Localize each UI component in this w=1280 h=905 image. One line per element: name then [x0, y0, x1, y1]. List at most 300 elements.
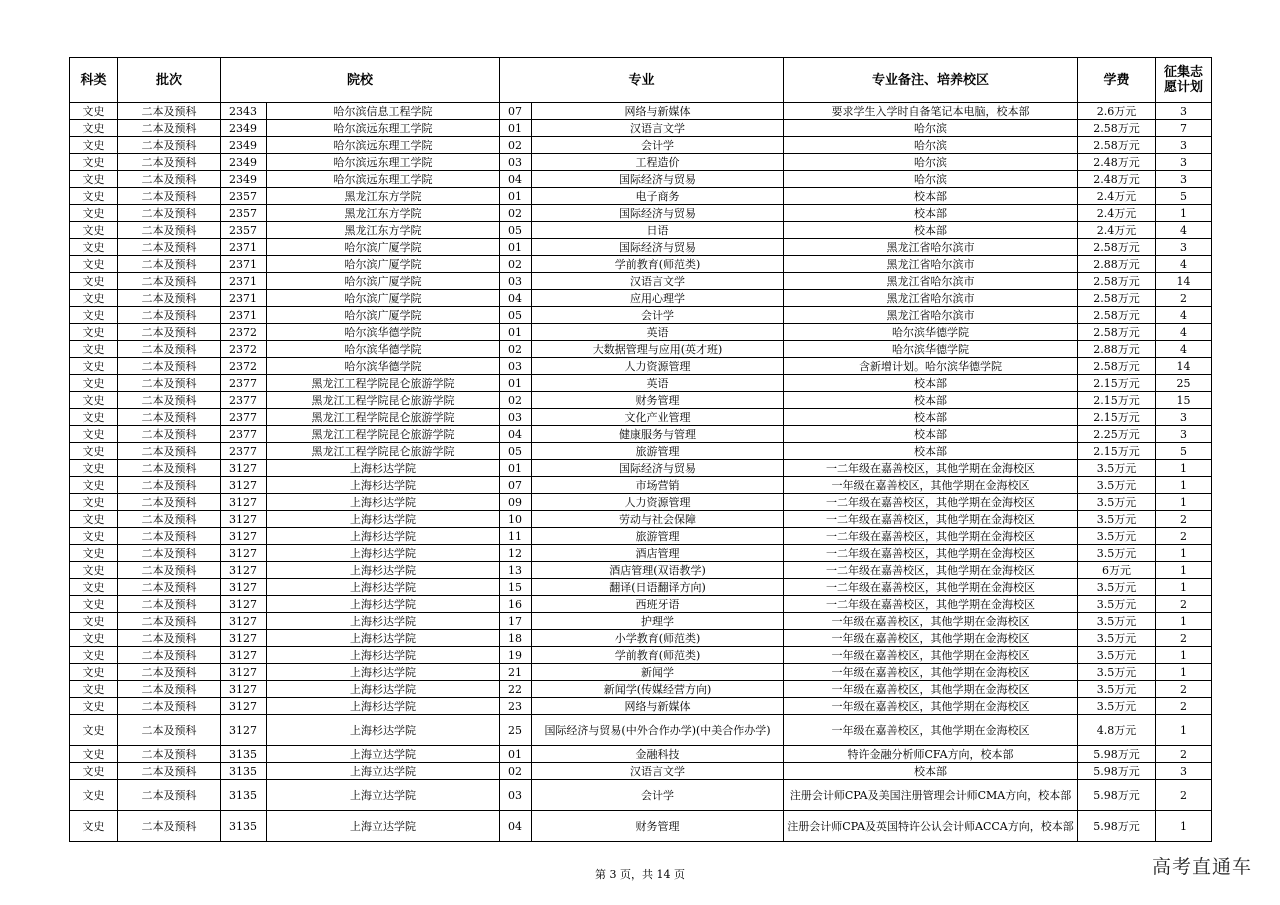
cell-subject-category: 文史 [70, 664, 118, 681]
cell-notes-campus: 校本部 [784, 188, 1078, 205]
cell-subject-category: 文史 [70, 239, 118, 256]
cell-subject-category: 文史 [70, 324, 118, 341]
table-row [70, 630, 1212, 647]
cell-major-name: 西班牙语 [532, 596, 784, 613]
cell-subject-category: 文史 [70, 460, 118, 477]
cell-batch: 二本及预科 [118, 780, 221, 811]
cell-batch: 二本及预科 [118, 256, 221, 273]
cell-major-name: 人力资源管理 [532, 494, 784, 511]
cell-major-code: 23 [500, 698, 532, 715]
cell-tuition: 3.5万元 [1078, 494, 1156, 511]
cell-major-code: 12 [500, 545, 532, 562]
cell-school-code: 3127 [221, 528, 267, 545]
cell-plan-count: 1 [1156, 664, 1212, 681]
cell-tuition: 5.98万元 [1078, 763, 1156, 780]
cell-major-code: 01 [500, 324, 532, 341]
table-row [70, 545, 1212, 562]
cell-subject-category: 文史 [70, 746, 118, 763]
cell-notes-campus: 注册会计师CPA及美国注册管理会计师CMA方向，校本部 [784, 780, 1078, 811]
cell-school-name: 上海杉达学院 [267, 613, 500, 630]
cell-school-name: 哈尔滨广厦学院 [267, 239, 500, 256]
cell-notes-campus: 校本部 [784, 426, 1078, 443]
cell-tuition: 2.58万元 [1078, 324, 1156, 341]
table-row [70, 188, 1212, 205]
cell-tuition: 3.5万元 [1078, 545, 1156, 562]
cell-school-name: 上海杉达学院 [267, 715, 500, 746]
cell-school-name: 上海立达学院 [267, 746, 500, 763]
cell-notes-campus: 哈尔滨 [784, 154, 1078, 171]
table-row [70, 746, 1212, 763]
cell-notes-campus: 一二年级在嘉善校区，其他学期在金海校区 [784, 562, 1078, 579]
cell-major-code: 01 [500, 239, 532, 256]
cell-school-code: 3135 [221, 811, 267, 842]
cell-tuition: 2.6万元 [1078, 103, 1156, 120]
cell-subject-category: 文史 [70, 341, 118, 358]
cell-subject-category: 文史 [70, 222, 118, 239]
cell-major-name: 网络与新媒体 [532, 103, 784, 120]
cell-major-code: 04 [500, 171, 532, 188]
cell-plan-count: 2 [1156, 630, 1212, 647]
cell-plan-count: 14 [1156, 358, 1212, 375]
cell-plan-count: 1 [1156, 562, 1212, 579]
cell-school-code: 3127 [221, 664, 267, 681]
cell-plan-count: 5 [1156, 443, 1212, 460]
cell-plan-count: 1 [1156, 494, 1212, 511]
cell-school-code: 3127 [221, 715, 267, 746]
cell-school-name: 黑龙江工程学院昆仑旅游学院 [267, 426, 500, 443]
cell-batch: 二本及预科 [118, 630, 221, 647]
table-row [70, 460, 1212, 477]
cell-major-code: 02 [500, 256, 532, 273]
cell-batch: 二本及预科 [118, 596, 221, 613]
cell-tuition: 3.5万元 [1078, 528, 1156, 545]
cell-major-name: 财务管理 [532, 811, 784, 842]
cell-batch: 二本及预科 [118, 290, 221, 307]
cell-major-name: 电子商务 [532, 188, 784, 205]
cell-major-code: 05 [500, 307, 532, 324]
cell-batch: 二本及预科 [118, 137, 221, 154]
cell-batch: 二本及预科 [118, 103, 221, 120]
cell-batch: 二本及预科 [118, 746, 221, 763]
cell-tuition: 2.25万元 [1078, 426, 1156, 443]
table-row [70, 341, 1212, 358]
table-row [70, 256, 1212, 273]
cell-school-name: 上海杉达学院 [267, 477, 500, 494]
cell-plan-count: 2 [1156, 511, 1212, 528]
cell-tuition: 3.5万元 [1078, 647, 1156, 664]
table-row [70, 698, 1212, 715]
cell-batch: 二本及预科 [118, 562, 221, 579]
cell-subject-category: 文史 [70, 698, 118, 715]
cell-subject-category: 文史 [70, 188, 118, 205]
cell-major-code: 05 [500, 443, 532, 460]
cell-batch: 二本及预科 [118, 273, 221, 290]
cell-notes-campus: 哈尔滨华德学院 [784, 324, 1078, 341]
cell-tuition: 5.98万元 [1078, 746, 1156, 763]
cell-subject-category: 文史 [70, 154, 118, 171]
cell-notes-campus: 校本部 [784, 205, 1078, 222]
cell-subject-category: 文史 [70, 579, 118, 596]
cell-notes-campus: 校本部 [784, 763, 1078, 780]
table-row [70, 664, 1212, 681]
cell-plan-count: 3 [1156, 763, 1212, 780]
cell-school-name: 哈尔滨信息工程学院 [267, 103, 500, 120]
cell-notes-campus: 一二年级在嘉善校区，其他学期在金海校区 [784, 494, 1078, 511]
cell-major-name: 劳动与社会保障 [532, 511, 784, 528]
cell-school-name: 上海杉达学院 [267, 511, 500, 528]
cell-school-code: 2371 [221, 239, 267, 256]
cell-tuition: 2.58万元 [1078, 137, 1156, 154]
cell-batch: 二本及预科 [118, 307, 221, 324]
cell-school-name: 哈尔滨华德学院 [267, 358, 500, 375]
cell-batch: 二本及预科 [118, 511, 221, 528]
cell-notes-campus: 一二年级在嘉善校区，其他学期在金海校区 [784, 511, 1078, 528]
cell-plan-count: 25 [1156, 375, 1212, 392]
cell-major-name: 国际经济与贸易 [532, 171, 784, 188]
cell-school-code: 2349 [221, 120, 267, 137]
cell-tuition: 2.88万元 [1078, 256, 1156, 273]
cell-school-name: 哈尔滨远东理工学院 [267, 154, 500, 171]
cell-school-name: 上海杉达学院 [267, 596, 500, 613]
cell-plan-count: 2 [1156, 698, 1212, 715]
cell-notes-campus: 一年级在嘉善校区，其他学期在金海校区 [784, 698, 1078, 715]
cell-plan-count: 2 [1156, 681, 1212, 698]
cell-tuition: 2.4万元 [1078, 222, 1156, 239]
cell-notes-campus: 一二年级在嘉善校区，其他学期在金海校区 [784, 579, 1078, 596]
cell-batch: 二本及预科 [118, 613, 221, 630]
cell-major-code: 22 [500, 681, 532, 698]
cell-notes-campus: 一二年级在嘉善校区，其他学期在金海校区 [784, 528, 1078, 545]
cell-notes-campus: 一年级在嘉善校区，其他学期在金海校区 [784, 647, 1078, 664]
watermark: 高考直通车 [1151, 856, 1252, 878]
page-number: 第 3 页，共 14 页 [595, 868, 685, 881]
cell-school-name: 上海立达学院 [267, 763, 500, 780]
cell-school-name: 上海立达学院 [267, 780, 500, 811]
cell-school-code: 2371 [221, 290, 267, 307]
cell-subject-category: 文史 [70, 511, 118, 528]
cell-school-code: 3135 [221, 763, 267, 780]
cell-plan-count: 3 [1156, 426, 1212, 443]
cell-plan-count: 1 [1156, 545, 1212, 562]
cell-school-name: 上海杉达学院 [267, 630, 500, 647]
table-row [70, 562, 1212, 579]
cell-tuition: 3.5万元 [1078, 698, 1156, 715]
header-school: 院校 [221, 58, 500, 103]
cell-batch: 二本及预科 [118, 811, 221, 842]
table-row [70, 103, 1212, 120]
cell-subject-category: 文史 [70, 171, 118, 188]
cell-plan-count: 4 [1156, 307, 1212, 324]
cell-subject-category: 文史 [70, 256, 118, 273]
cell-major-name: 金融科技 [532, 746, 784, 763]
cell-school-code: 2371 [221, 307, 267, 324]
cell-school-name: 黑龙江东方学院 [267, 205, 500, 222]
cell-batch: 二本及预科 [118, 154, 221, 171]
cell-major-name: 英语 [532, 324, 784, 341]
cell-notes-campus: 哈尔滨 [784, 171, 1078, 188]
cell-major-code: 17 [500, 613, 532, 630]
cell-notes-campus: 注册会计师CPA及英国特许公认会计师ACCA方向，校本部 [784, 811, 1078, 842]
cell-tuition: 3.5万元 [1078, 596, 1156, 613]
cell-tuition: 3.5万元 [1078, 460, 1156, 477]
cell-school-name: 哈尔滨广厦学院 [267, 273, 500, 290]
cell-batch: 二本及预科 [118, 188, 221, 205]
cell-major-code: 04 [500, 426, 532, 443]
cell-major-name: 旅游管理 [532, 443, 784, 460]
header-plan: 征集志愿计划 [1156, 58, 1212, 103]
cell-major-code: 18 [500, 630, 532, 647]
cell-tuition: 2.48万元 [1078, 171, 1156, 188]
cell-major-name: 国际经济与贸易(中外合作办学)(中美合作办学) [532, 715, 784, 746]
cell-school-code: 2377 [221, 426, 267, 443]
cell-plan-count: 3 [1156, 409, 1212, 426]
cell-plan-count: 3 [1156, 239, 1212, 256]
cell-major-name: 新闻学(传媒经营方向) [532, 681, 784, 698]
cell-major-code: 07 [500, 477, 532, 494]
cell-tuition: 2.15万元 [1078, 392, 1156, 409]
cell-major-code: 03 [500, 154, 532, 171]
cell-notes-campus: 特许金融分析师CFA方向，校本部 [784, 746, 1078, 763]
cell-notes-campus: 黑龙江省哈尔滨市 [784, 273, 1078, 290]
cell-plan-count: 2 [1156, 780, 1212, 811]
table-row [70, 222, 1212, 239]
cell-batch: 二本及预科 [118, 205, 221, 222]
cell-school-name: 哈尔滨华德学院 [267, 341, 500, 358]
cell-tuition: 2.58万元 [1078, 273, 1156, 290]
cell-plan-count: 5 [1156, 188, 1212, 205]
table-row [70, 171, 1212, 188]
table-row [70, 307, 1212, 324]
cell-major-name: 汉语言文学 [532, 120, 784, 137]
cell-plan-count: 1 [1156, 460, 1212, 477]
cell-major-name: 汉语言文学 [532, 763, 784, 780]
cell-plan-count: 2 [1156, 746, 1212, 763]
cell-major-code: 04 [500, 290, 532, 307]
table-row [70, 528, 1212, 545]
cell-tuition: 2.4万元 [1078, 188, 1156, 205]
cell-tuition: 3.5万元 [1078, 579, 1156, 596]
cell-subject-category: 文史 [70, 290, 118, 307]
table-row [70, 137, 1212, 154]
cell-major-code: 02 [500, 137, 532, 154]
cell-plan-count: 1 [1156, 613, 1212, 630]
table-row [70, 715, 1212, 746]
cell-batch: 二本及预科 [118, 239, 221, 256]
cell-major-name: 财务管理 [532, 392, 784, 409]
cell-major-name: 国际经济与贸易 [532, 205, 784, 222]
cell-plan-count: 3 [1156, 137, 1212, 154]
cell-batch: 二本及预科 [118, 715, 221, 746]
cell-major-name: 英语 [532, 375, 784, 392]
header-batch: 批次 [118, 58, 221, 103]
table-row [70, 780, 1212, 811]
cell-school-name: 黑龙江东方学院 [267, 188, 500, 205]
cell-batch: 二本及预科 [118, 494, 221, 511]
cell-major-name: 大数据管理与应用(英才班) [532, 341, 784, 358]
cell-major-name: 日语 [532, 222, 784, 239]
cell-notes-campus: 校本部 [784, 392, 1078, 409]
cell-subject-category: 文史 [70, 273, 118, 290]
cell-school-code: 3127 [221, 545, 267, 562]
cell-major-name: 会计学 [532, 307, 784, 324]
cell-notes-campus: 一年级在嘉善校区，其他学期在金海校区 [784, 613, 1078, 630]
cell-subject-category: 文史 [70, 681, 118, 698]
cell-tuition: 2.58万元 [1078, 239, 1156, 256]
cell-tuition: 2.88万元 [1078, 341, 1156, 358]
cell-subject-category: 文史 [70, 494, 118, 511]
cell-major-code: 13 [500, 562, 532, 579]
header-notes-campus: 专业备注、培养校区 [784, 58, 1078, 103]
cell-school-name: 上海立达学院 [267, 811, 500, 842]
cell-tuition: 2.58万元 [1078, 358, 1156, 375]
cell-subject-category: 文史 [70, 647, 118, 664]
cell-subject-category: 文史 [70, 103, 118, 120]
cell-major-code: 07 [500, 103, 532, 120]
cell-school-name: 上海杉达学院 [267, 460, 500, 477]
cell-batch: 二本及预科 [118, 545, 221, 562]
cell-plan-count: 1 [1156, 811, 1212, 842]
cell-school-code: 3127 [221, 630, 267, 647]
cell-major-code: 09 [500, 494, 532, 511]
cell-major-name: 健康服务与管理 [532, 426, 784, 443]
cell-notes-campus: 一二年级在嘉善校区，其他学期在金海校区 [784, 460, 1078, 477]
cell-major-code: 11 [500, 528, 532, 545]
cell-major-code: 02 [500, 205, 532, 222]
cell-tuition: 3.5万元 [1078, 681, 1156, 698]
table-row [70, 811, 1212, 842]
cell-notes-campus: 校本部 [784, 375, 1078, 392]
cell-major-name: 新闻学 [532, 664, 784, 681]
cell-subject-category: 文史 [70, 375, 118, 392]
cell-school-code: 3127 [221, 613, 267, 630]
cell-school-code: 2372 [221, 324, 267, 341]
cell-major-code: 16 [500, 596, 532, 613]
cell-major-name: 护理学 [532, 613, 784, 630]
cell-school-code: 3127 [221, 460, 267, 477]
table-row [70, 358, 1212, 375]
enrollment-table [69, 57, 1212, 842]
cell-tuition: 2.15万元 [1078, 375, 1156, 392]
cell-school-code: 2371 [221, 273, 267, 290]
table-row [70, 494, 1212, 511]
cell-school-name: 上海杉达学院 [267, 664, 500, 681]
cell-major-code: 01 [500, 375, 532, 392]
cell-major-code: 10 [500, 511, 532, 528]
cell-notes-campus: 一年级在嘉善校区，其他学期在金海校区 [784, 477, 1078, 494]
cell-notes-campus: 黑龙江省哈尔滨市 [784, 239, 1078, 256]
cell-notes-campus: 校本部 [784, 443, 1078, 460]
cell-batch: 二本及预科 [118, 409, 221, 426]
table-row [70, 120, 1212, 137]
cell-school-code: 2377 [221, 409, 267, 426]
cell-plan-count: 4 [1156, 222, 1212, 239]
cell-school-code: 3127 [221, 647, 267, 664]
cell-major-name: 文化产业管理 [532, 409, 784, 426]
cell-school-name: 黑龙江工程学院昆仑旅游学院 [267, 443, 500, 460]
cell-subject-category: 文史 [70, 630, 118, 647]
cell-notes-campus: 哈尔滨华德学院 [784, 341, 1078, 358]
cell-tuition: 5.98万元 [1078, 811, 1156, 842]
cell-plan-count: 2 [1156, 596, 1212, 613]
cell-batch: 二本及预科 [118, 647, 221, 664]
cell-school-name: 上海杉达学院 [267, 562, 500, 579]
table-row [70, 426, 1212, 443]
cell-tuition: 3.5万元 [1078, 613, 1156, 630]
cell-plan-count: 1 [1156, 579, 1212, 596]
cell-major-name: 汉语言文学 [532, 273, 784, 290]
cell-notes-campus: 一二年级在嘉善校区，其他学期在金海校区 [784, 596, 1078, 613]
cell-major-name: 国际经济与贸易 [532, 239, 784, 256]
cell-plan-count: 1 [1156, 477, 1212, 494]
cell-major-name: 网络与新媒体 [532, 698, 784, 715]
cell-subject-category: 文史 [70, 763, 118, 780]
cell-major-name: 学前教育(师范类) [532, 647, 784, 664]
table-row [70, 647, 1212, 664]
cell-tuition: 2.15万元 [1078, 443, 1156, 460]
cell-major-code: 01 [500, 188, 532, 205]
cell-school-name: 哈尔滨广厦学院 [267, 256, 500, 273]
cell-major-code: 25 [500, 715, 532, 746]
cell-tuition: 2.15万元 [1078, 409, 1156, 426]
cell-major-name: 小学教育(师范类) [532, 630, 784, 647]
cell-major-name: 国际经济与贸易 [532, 460, 784, 477]
cell-subject-category: 文史 [70, 392, 118, 409]
table-row [70, 409, 1212, 426]
cell-batch: 二本及预科 [118, 375, 221, 392]
cell-notes-campus: 含新增计划。哈尔滨华德学院 [784, 358, 1078, 375]
cell-major-name: 翻译(日语翻译方向) [532, 579, 784, 596]
cell-major-name: 应用心理学 [532, 290, 784, 307]
cell-school-name: 上海杉达学院 [267, 579, 500, 596]
cell-batch: 二本及预科 [118, 698, 221, 715]
cell-major-code: 05 [500, 222, 532, 239]
cell-notes-campus: 一年级在嘉善校区，其他学期在金海校区 [784, 681, 1078, 698]
cell-batch: 二本及预科 [118, 443, 221, 460]
cell-school-name: 哈尔滨广厦学院 [267, 307, 500, 324]
cell-tuition: 2.58万元 [1078, 307, 1156, 324]
cell-subject-category: 文史 [70, 562, 118, 579]
table-row [70, 613, 1212, 630]
cell-batch: 二本及预科 [118, 341, 221, 358]
cell-major-name: 人力资源管理 [532, 358, 784, 375]
cell-school-name: 哈尔滨远东理工学院 [267, 137, 500, 154]
table-row [70, 477, 1212, 494]
header-subject-category: 科类 [70, 58, 118, 103]
cell-subject-category: 文史 [70, 596, 118, 613]
cell-school-code: 3127 [221, 596, 267, 613]
cell-tuition: 3.5万元 [1078, 664, 1156, 681]
table-row [70, 579, 1212, 596]
cell-tuition: 4.8万元 [1078, 715, 1156, 746]
cell-major-code: 03 [500, 780, 532, 811]
cell-major-code: 21 [500, 664, 532, 681]
cell-batch: 二本及预科 [118, 763, 221, 780]
cell-batch: 二本及预科 [118, 664, 221, 681]
header-tuition: 学费 [1078, 58, 1156, 103]
cell-school-name: 黑龙江工程学院昆仑旅游学院 [267, 392, 500, 409]
cell-notes-campus: 校本部 [784, 409, 1078, 426]
cell-school-code: 3135 [221, 746, 267, 763]
cell-major-code: 02 [500, 341, 532, 358]
cell-school-name: 上海杉达学院 [267, 528, 500, 545]
cell-notes-campus: 哈尔滨 [784, 120, 1078, 137]
cell-subject-category: 文史 [70, 409, 118, 426]
cell-school-name: 黑龙江工程学院昆仑旅游学院 [267, 375, 500, 392]
cell-notes-campus: 哈尔滨 [784, 137, 1078, 154]
cell-school-name: 哈尔滨华德学院 [267, 324, 500, 341]
cell-school-name: 上海杉达学院 [267, 494, 500, 511]
cell-school-code: 3127 [221, 511, 267, 528]
